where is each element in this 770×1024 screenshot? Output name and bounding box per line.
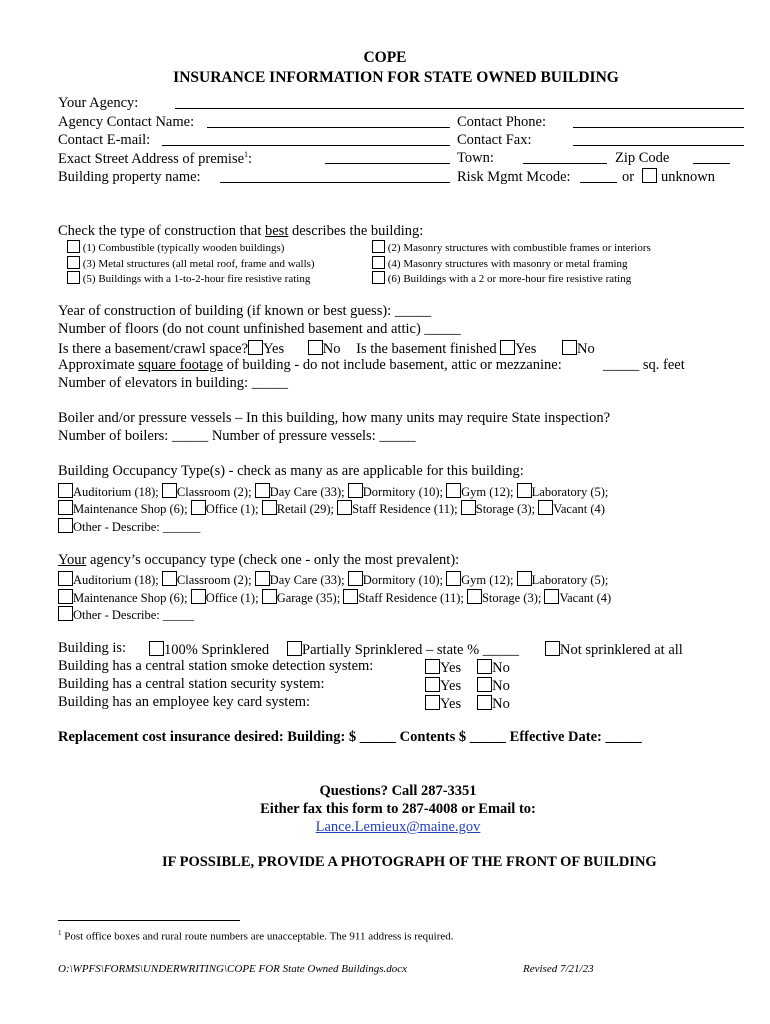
risk-or-text: or [622,169,635,185]
checkbox[interactable] [337,500,352,515]
zip-field[interactable] [693,163,730,164]
construction-option-3[interactable]: (3) Metal structures (all metal roof, frame and walls) [67,256,315,270]
boiler-question: Boiler and/or pressure vessels – In this building, how many units may require State inspection? [58,410,611,426]
security-yes-no: Yes No [425,677,510,694]
checkbox[interactable] [348,483,363,498]
checkbox[interactable] [517,571,532,586]
sprinkler-partial-checkbox[interactable] [287,641,302,656]
form-title-cope: COPE [363,49,407,66]
security-no-checkbox[interactable] [477,677,492,692]
contact-phone-label: Contact Phone: [457,114,547,130]
contact-phone-field[interactable] [573,127,744,128]
checkbox[interactable] [67,271,80,284]
keycard-no-checkbox[interactable] [477,695,492,710]
basement-no-checkbox[interactable] [308,340,323,355]
checkbox[interactable] [544,589,559,604]
sprinkler-full-checkbox[interactable] [149,641,164,656]
agency-occupancy-heading: Your agency’s occupancy type (check one - only the most prevalent): [58,552,460,568]
boiler-counts: Number of boilers: _____ Number of pressure vessels: _____ [58,428,416,444]
footnote-rule [58,920,240,921]
security-yes-checkbox[interactable] [425,677,440,692]
checkbox[interactable] [191,500,206,515]
footnote: $^1$ Post office boxes and rural route numbers are unacceptable. The 911 address is required. [58,929,454,943]
checkbox[interactable] [461,500,476,515]
finished-yes-checkbox[interactable] [500,340,515,355]
photo-request: IF POSSIBLE, PROVIDE A PHOTOGRAPH OF THE FRONT OF BUILDING [162,854,657,870]
checkbox[interactable] [372,256,385,269]
checkbox[interactable] [348,571,363,586]
checkbox[interactable] [162,483,177,498]
street-address-label: Exact Street Address of premise$^1$: [58,150,253,167]
unknown-label: unknown [661,169,715,185]
fax-line: Either fax this form to 287-4008 or Email to: [260,801,536,817]
risk-mcode-label: Risk Mgmt Mcode: [457,169,571,185]
keycard-yes-no: Yes No [425,695,510,712]
construction-option-2[interactable]: (2) Masonry structures with combustible frames or interiors [372,240,651,254]
email-link-row [0,820,770,835]
risk-mcode-field[interactable] [580,182,617,183]
smoke-no-checkbox[interactable] [477,659,492,674]
checkbox[interactable] [58,483,73,498]
contact-name-label: Agency Contact Name: [58,114,195,130]
checkbox[interactable] [58,500,73,515]
basement-yes-checkbox[interactable] [248,340,263,355]
contact-email-label: Contact E-mail: [58,132,151,148]
revision-date: Revised 7/21/23 [523,963,594,975]
checkbox[interactable] [517,483,532,498]
occupancy-row-2: Maintenance Shop (6); Office (1); Retail (29); Staff Residence (11); Storage (3); Vacant (4) [58,500,605,516]
sprinkler-none-checkbox[interactable] [545,641,560,656]
checkbox[interactable] [255,483,270,498]
construction-prompt: Check the type of construction that best describes the building: [58,223,424,239]
checkbox[interactable] [372,271,385,284]
form-title: INSURANCE INFORMATION FOR STATE OWNED BUILDING [173,69,619,86]
contact-fax-label: Contact Fax: [457,132,532,148]
finished-no-checkbox[interactable] [562,340,577,355]
checkbox[interactable] [67,240,80,253]
sprinkler-partial: Partially Sprinklered – state % _____ [287,641,519,658]
questions-line: Questions? Call 287-3351 [319,783,477,799]
checkbox[interactable] [538,500,553,515]
checkbox[interactable] [262,500,277,515]
checkbox[interactable] [446,483,461,498]
construction-option-5[interactable]: (5) Buildings with a 1-to-2-hour fire resistive rating [67,271,310,285]
replacement-cost: Replacement cost insurance desired: Building: $ _____ Contents $ _____ Effective Date: _____ [58,729,642,745]
construction-option-1[interactable]: (1) Combustible (typically wooden buildings) [67,240,284,254]
sprinkler-full: 100% Sprinklered [149,641,269,658]
checkbox[interactable] [343,589,358,604]
smoke-yes-no: Yes No [425,659,510,676]
checkbox[interactable] [262,589,277,604]
checkbox[interactable] [255,571,270,586]
checkbox[interactable] [372,240,385,253]
your-agency-label: Your Agency: [58,95,139,111]
street-address-field[interactable] [325,163,450,164]
your-agency-field[interactable] [175,108,744,109]
construction-option-6[interactable]: (6) Buildings with a 2 or more-hour fire resistive rating [372,271,631,285]
checkbox[interactable] [67,256,80,269]
sprinkler-none: Not sprinklered at all [545,641,683,658]
keycard-label: Building has an employee key card system: [58,694,311,710]
smoke-detection-label: Building has a central station smoke detection system: [58,658,374,674]
checkbox[interactable] [467,589,482,604]
sprinkler-label: Building is: [58,640,127,656]
occupancy-row-1: Auditorium (18); Classroom (2); Day Care (33); Dormitory (10); Gym (12); Laboratory (5); [58,483,608,499]
checkbox[interactable] [58,606,73,621]
agency-occupancy-other: Other - Describe: _____ [58,606,194,622]
checkbox[interactable] [58,518,73,533]
smoke-yes-checkbox[interactable] [425,659,440,674]
square-footage: Approximate square footage of building - do not include basement, attic or mezzanine: [58,357,562,373]
number-of-floors: Number of floors (do not count unfinished basement and attic) _____ [58,321,461,337]
elevators: Number of elevators in building: _____ [58,375,288,391]
checkbox[interactable] [162,571,177,586]
contact-name-field[interactable] [207,127,450,128]
town-field[interactable] [523,163,607,164]
occupancy-other: Other - Describe: ______ [58,518,200,534]
contact-email-field[interactable] [162,145,450,146]
checkbox[interactable] [58,589,73,604]
keycard-yes-checkbox[interactable] [425,695,440,710]
square-footage-blank[interactable]: _____ sq. feet [603,357,685,373]
zip-label: Zip Code [615,150,670,166]
agency-occupancy-row-1: Auditorium (18); Classroom (2); Day Care (33); Dormitory (10); Gym (12); Laboratory (5); [58,571,608,587]
file-path: O:\WPFS\FORMS\UNDERWRITING\COPE FOR State Owned Buildings.docx [58,963,407,975]
town-label: Town: [457,150,494,166]
contact-fax-field[interactable] [573,145,744,146]
property-name-field[interactable] [220,182,450,183]
occupancy-heading: Building Occupancy Type(s) - check as many as are applicable for this building: [58,463,524,479]
checkbox[interactable] [446,571,461,586]
checkbox[interactable] [191,589,206,604]
unknown-checkbox[interactable] [642,168,657,183]
email-link[interactable]: Lance.Lemieux@maine.gov [315,819,481,835]
year-construction: Year of construction of building (if known or best guess): _____ [58,303,432,319]
security-label: Building has a central station security system: [58,676,325,692]
construction-option-4[interactable]: (4) Masonry structures with masonry or metal framing [372,256,628,270]
checkbox[interactable] [58,571,73,586]
agency-occupancy-row-2: Maintenance Shop (6); Office (1); Garage (35); Staff Residence (11); Storage (3); Vacant (4) [58,589,611,605]
basement-question: Is there a basement/crawl space? Yes No Is the basement finished Yes No [58,341,595,357]
property-name-label: Building property name: [58,169,201,185]
